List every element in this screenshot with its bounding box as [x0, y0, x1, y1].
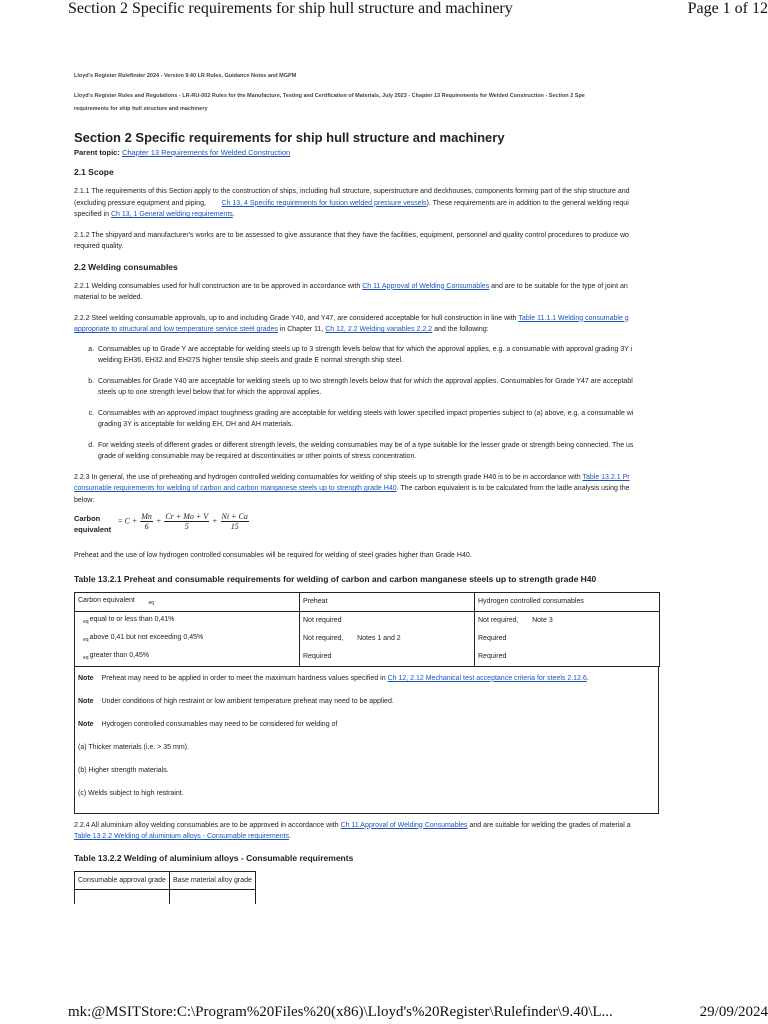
note-3a: (a) Thicker materials (i.e. > 35 mm).: [78, 743, 189, 751]
link-table-13-2-1-title[interactable]: consumable requirements for welding of carbon and carbon manganese steels up to strength grade H40: [74, 485, 397, 492]
para-2-1-1-l1: 2.1.1 The requirements of this Section apply to the construction of ships, including hull structure, superstructure and deckhouses, components forming part of the ship structure and: [74, 188, 630, 195]
para-2-2-4-l2-post: .: [289, 833, 291, 840]
para-2-2-4-post: and are suitable for welding the grades of material a: [469, 821, 631, 829]
para-2-2-1-post: and are to be suitable for the type of joint an: [491, 282, 628, 290]
cell-text: above 0,41 but not exceeding 0,45%: [89, 634, 204, 641]
para-2-1-2-l2: required quality.: [74, 243, 124, 250]
para-2-1-1-l3-post: .: [232, 211, 235, 218]
table-header-cell: Preheat: [300, 592, 475, 611]
list-item: [96, 408, 768, 431]
carbon-equivalent-formula: [74, 510, 768, 540]
para-2-1-2-l1: 2.1.2 The shipyard and manufacturer's works are to be assessed to give assurance that they have the facilities, equipment, personnel and quality control procedures to produce wo: [74, 231, 629, 239]
list-item-line-2: steels up to one strength level below that for which the approval applies.: [98, 389, 322, 396]
para-2-1-1-l2-post: ). These requirements are in addition to the general welding requi: [426, 199, 629, 207]
link-ch11[interactable]: Ch 11 Approval of Welding Consumables: [362, 282, 490, 290]
table-cell: [475, 611, 660, 630]
table-13-2-1-notes: [74, 667, 659, 814]
list-item-line-1: Consumables up to Grade Y are acceptable for welding steels up to 3 strength levels below that for which the approval applies, e.g. a consumable with approval grading 3Y i: [98, 345, 633, 353]
para-2-2-1-l2: material to be welded.: [74, 294, 143, 301]
cell-text: greater than 0,45%: [89, 652, 150, 659]
table-cell: [300, 630, 475, 648]
table-cell: [75, 630, 300, 648]
list-item-line-1: For welding steels of different grades or different strength levels, the welding consumables may be of a type suitable for the lesser grade or strength being connected. The us: [98, 441, 634, 449]
link-table-13-2-2[interactable]: Table 13.2.2 Welding of aluminium alloys - Consumable requirements: [74, 833, 290, 840]
breadcrumb-line-1: Lloyd's Register Rules and Regulations - LR-RU-002 Rules for the Manufacture, Testing and Certification of Materials, July 2023 - Chapter 13 Requirements for Welded Construction - Section 2 Spe: [74, 93, 585, 99]
para-2-2-3-post: . The carbon equivalent is to be calculated from the ladle analysis using the: [396, 485, 630, 492]
print-date: 29/09/2024: [699, 1004, 768, 1020]
para-2-2-3-l3: below:: [74, 496, 95, 504]
document-content: [74, 70, 768, 1000]
table-cell: Required: [300, 648, 475, 667]
fraction-den: 6: [144, 522, 149, 531]
link-ch12-2-2[interactable]: Ch 12, 2.2 Welding variables 2.2.2: [325, 326, 433, 333]
print-page-number: Page 1 of 12: [687, 0, 768, 17]
cell-text: Not required,: [478, 617, 519, 624]
table-header-cell: Hydrogen controlled consumables: [475, 592, 660, 611]
note-2: [78, 696, 658, 707]
formula-eq: =: [118, 516, 123, 526]
fraction-num: Cr + Mo + V: [165, 512, 209, 521]
fraction-num: Mn: [141, 512, 152, 521]
link-table-13-2-1[interactable]: Table 13.2.1 Pr: [582, 473, 630, 481]
para-2-2-4: [74, 820, 768, 843]
formula-label: [74, 513, 111, 535]
note-post: .: [586, 674, 589, 682]
formula-expression: = C + $\frac{Mn}{6}$ + $\frac{Cr + Mo + V}{5}$ + $\frac{Ni + Cu}{15}$: [118, 512, 248, 531]
cell-note: Notes 1 and 2: [357, 635, 401, 642]
note-3: [78, 719, 658, 730]
heading-2-1: 2.1 Scope: [74, 167, 114, 177]
table-cell: Not required: [300, 611, 475, 630]
link-ch13-4[interactable]: Ch 13, 4 Specific requirements for fusion welded pressure vessels: [221, 199, 427, 207]
subscript: eq: [148, 600, 155, 606]
note-1: [78, 673, 658, 684]
fraction-mn: [140, 512, 153, 531]
page-title: Section 2 Specific requirements for ship hull structure and machinery: [74, 130, 505, 145]
para-2-2-3-text: 2.2.3 In general, the use of preheating and hydrogen controlled welding consumables for welding of ship steels up to strength grade H40 is to be in accordance with: [74, 473, 581, 481]
list-item-line-2: grading 3Y is acceptable for welding EH, DH and AH materials.: [98, 421, 294, 428]
cell-note: Note 3: [532, 617, 553, 624]
para-2-1-1: [74, 186, 768, 221]
table-header-row: [75, 592, 660, 611]
table-cell: Required: [475, 648, 660, 667]
cell-text: equal to or less than 0,41%: [89, 616, 175, 623]
para-2-1-2: [74, 230, 768, 253]
para-2-1-1-l3-text: specified in: [74, 211, 110, 218]
table-row: [75, 630, 660, 648]
source-url: mk:@MSITStore:C:\Program%20Files%20(x86)\Lloyd's%20Register\Rulefinder\9.40\L...: [68, 1004, 613, 1020]
print-header: [0, 0, 768, 26]
rulefinder-version: Lloyd's Register Rulefinder 2024 - Version 9.40 LR Rules, Guidance Notes and MGPM: [74, 73, 297, 79]
list-item: [96, 440, 768, 463]
link-ch12-2-12[interactable]: Ch 12, 2.12 Mechanical test acceptance criteria for steels 2.12.6: [387, 674, 587, 682]
table-header-cell: [75, 592, 300, 611]
para-2-2-2-mid: in Chapter 11,: [279, 326, 324, 333]
note-text: Under conditions of high restraint or low ambient temperature preheat may need to be applied.: [101, 697, 394, 705]
link-steel-grades[interactable]: appropriate to structural and low temperature service steel grades: [74, 326, 278, 333]
breadcrumb: [74, 90, 768, 116]
table-cell: [75, 889, 170, 904]
parent-topic-label: Parent topic:: [74, 148, 120, 157]
table-13-2-1-caption: Table 13.2.1 Preheat and consumable requirements for welding of carbon and carbon manganese steels up to strength grade H40: [74, 573, 597, 584]
note-3b: (b) Higher strength materials.: [78, 766, 169, 774]
para-2-2-1: [74, 281, 768, 304]
formula-c: C: [124, 516, 130, 526]
table-row: [75, 648, 660, 667]
list-item: [96, 344, 768, 367]
fraction-crmov: [164, 512, 209, 531]
para-2-2-3: [74, 472, 768, 507]
list-item-line-2: welding EH36, EH32 and EH27S higher tensile ship steels and grade E normal strength ship steel.: [98, 357, 404, 364]
fraction-nicu: [221, 512, 249, 531]
print-header-title: Section 2 Specific requirements for ship hull structure and machinery: [68, 0, 513, 17]
list-item-line-1: Consumables for Grade Y40 are acceptable for welding steels up to two strength levels below that for which the approval applies. Consumables for Grade Y47 are acceptabl: [98, 377, 633, 385]
table-13-2-2-caption: Table 13.2.2 Welding of aluminium alloys - Consumable requirements: [74, 852, 354, 863]
table-row: [75, 611, 660, 630]
subscript: eq: [83, 619, 89, 625]
subscript: eq: [83, 655, 89, 661]
parent-topic-link[interactable]: Chapter 13 Requirements for Welded Construction: [121, 148, 291, 157]
table-header-row: [75, 871, 256, 889]
fraction-den: 15: [230, 522, 239, 531]
print-footer: [0, 1004, 768, 1024]
table-13-2-1: [74, 592, 660, 667]
table-header-cell: Base material alloy grade: [169, 871, 255, 889]
table-cell: [75, 648, 300, 667]
fraction-num: Ni + Cu: [221, 512, 248, 521]
table-header-cell: Consumable approval grade: [75, 871, 170, 889]
note-label: Note: [78, 720, 94, 728]
note-text: Preheat may need to be applied in order to meet the maximum hardness values specified in: [101, 674, 386, 682]
para-2-2-2-text: 2.2.2 Steel welding consumable approvals, up to and including Grade Y40, and Y47, are considered acceptable for hull construction in line with: [74, 314, 517, 322]
link-ch13-1[interactable]: Ch 13, 1 General welding requirements: [110, 211, 233, 218]
para-2-1-1-l2-text: (excluding pressure equipment and piping,: [74, 199, 206, 207]
para-2-2-1-text: 2.2.1 Welding consumables used for hull construction are to be approved in accordance with: [74, 282, 361, 290]
header-text: Carbon equivalent: [78, 597, 135, 604]
para-2-2-4-text: 2.2.4 All aluminium alloy welding consumables are to be approved in accordance with: [74, 821, 339, 829]
note-text: Hydrogen controlled consumables may need to be considered for welding of: [101, 720, 338, 728]
list-item: [96, 376, 768, 399]
note-label: Note: [78, 674, 94, 682]
table-cell: [169, 889, 255, 904]
heading-2-2: 2.2 Welding consumables: [74, 261, 178, 272]
para-preheat: Preheat and the use of low hydrogen controlled consumables will be required for welding of steel grades higher than Grade H40.: [74, 552, 472, 559]
link-table-11-1-1[interactable]: Table 11.1.1 Welding consumable g: [518, 314, 629, 322]
subscript: eq: [83, 637, 89, 643]
consumable-list: [74, 344, 768, 463]
note-label: Note: [78, 697, 94, 705]
list-item-line-2: grade of welding consumable may be required at discontinuities or other points of stress concentration.: [98, 453, 417, 460]
formula-label-1: Carbon: [74, 514, 101, 523]
cell-text: Not required,: [303, 635, 344, 642]
para-2-2-2: [74, 313, 768, 336]
breadcrumb-line-2: requirements for ship hull structure and machinery: [74, 106, 208, 112]
parent-topic: [74, 148, 768, 157]
para-2-2-2-post: and the following:: [434, 326, 489, 333]
formula-label-2: equivalent: [74, 525, 112, 534]
list-item-line-1: Consumables with an approved impact toughness grading are acceptable for welding steels with lower specified impact properties subject to (a) above, e.g. a consumable wi: [98, 409, 634, 417]
table-cell: [75, 611, 300, 630]
link-ch11-aluminium[interactable]: Ch 11 Approval of Welding Consumables: [340, 821, 468, 829]
fraction-den: 5: [184, 522, 189, 531]
table-row: [75, 889, 256, 904]
table-13-2-2: [74, 871, 256, 904]
table-cell: Required: [475, 630, 660, 648]
note-3c: (c) Welds subject to high restraint.: [78, 789, 184, 797]
